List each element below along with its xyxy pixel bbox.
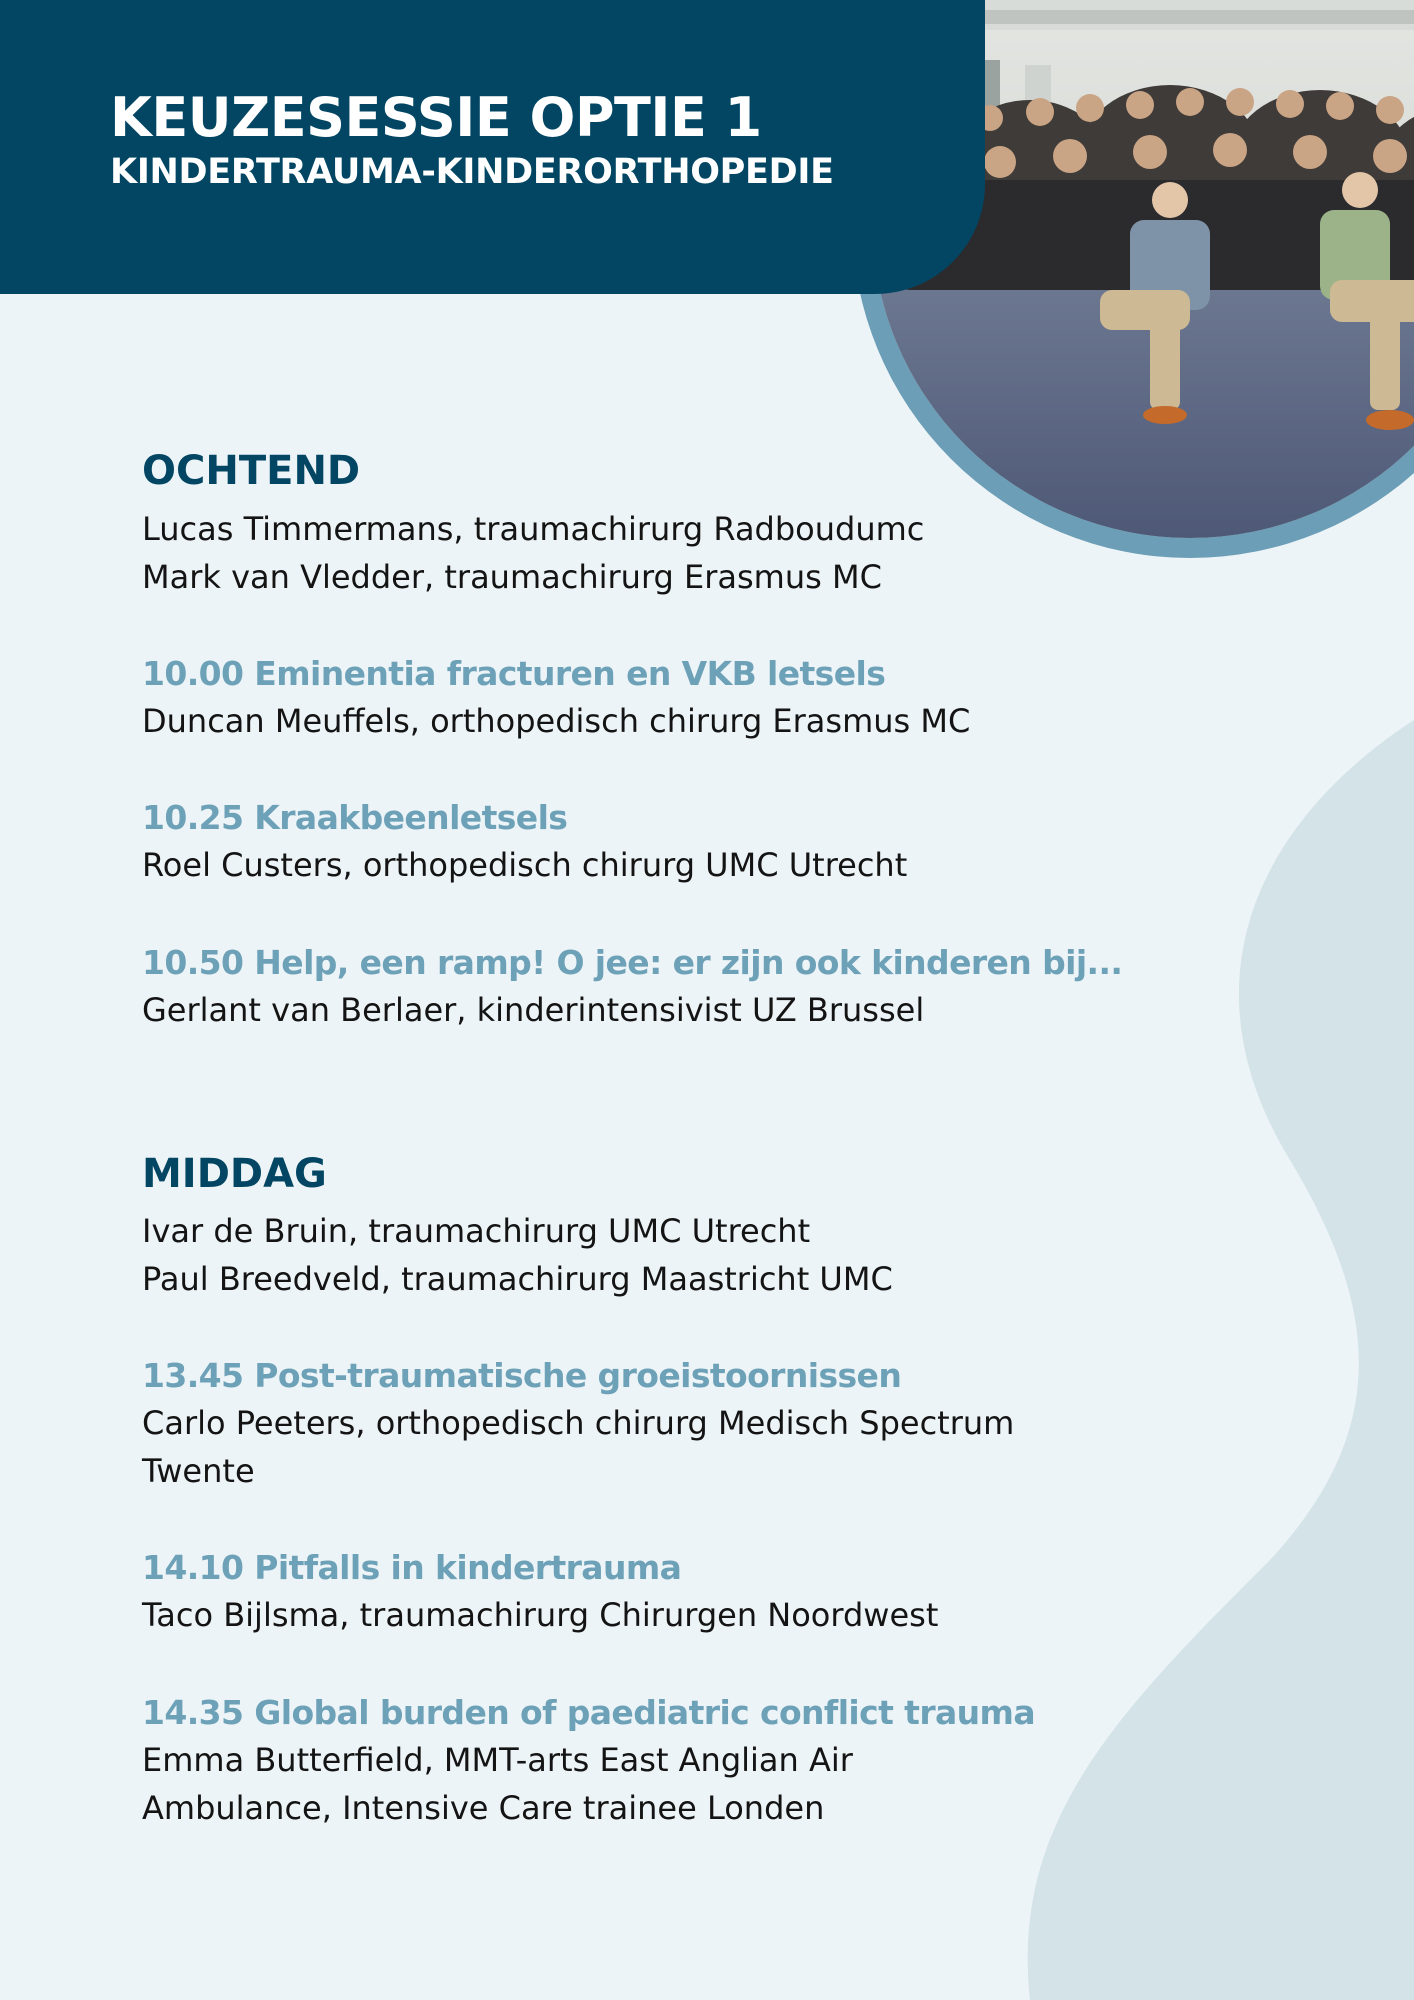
header-banner (0, 0, 985, 294)
speaker-line: Twente (142, 1452, 255, 1490)
talk-title: 10.00 Eminentia fracturen en VKB letsels (142, 654, 886, 693)
moderator-line: Mark van Vledder, traumachirurg Erasmus MC (142, 558, 882, 596)
talk-title: 13.45 Post-traumatische groeistoornissen (142, 1356, 902, 1395)
speaker-line: Ambulance, Intensive Care trainee Londen (142, 1789, 825, 1827)
moderator-line: Ivar de Bruin, traumachirurg UMC Utrecht (142, 1212, 811, 1250)
speaker-line: Roel Custers, orthopedisch chirurg UMC Utrecht (142, 846, 908, 884)
talk-title: 10.50 Help, een ramp! O jee: er zijn ook kinderen bij... (142, 943, 1123, 982)
talk-title: 14.35 Global burden of paediatric conflict trauma (142, 1693, 1036, 1732)
talk-title: 10.25 Kraakbeenletsels (142, 798, 568, 837)
talk-title: 14.10 Pitfalls in kindertrauma (142, 1548, 682, 1587)
page-title: KEUZESESSIE OPTIE 1 (110, 86, 762, 149)
speaker-line: Gerlant van Berlaer, kinderintensivist UZ Brussel (142, 991, 925, 1029)
wave-path (1028, 720, 1414, 2000)
page-subtitle: KINDERTRAUMA-KINDERORTHOPEDIE (110, 152, 834, 192)
section-heading-morning: OCHTEND (142, 448, 361, 494)
speaker-line: Emma Butterfield, MMT-arts East Anglian Air (142, 1741, 853, 1779)
section-heading-afternoon: MIDDAG (142, 1151, 327, 1197)
speaker-line: Carlo Peeters, orthopedisch chirurg Medisch Spectrum (142, 1404, 1015, 1442)
speaker-line: Duncan Meuffels, orthopedisch chirurg Erasmus MC (142, 702, 971, 740)
speaker-line: Taco Bijlsma, traumachirurg Chirurgen Noordwest (142, 1596, 939, 1634)
moderator-line: Lucas Timmermans, traumachirurg Radboudumc (142, 510, 925, 548)
moderator-line: Paul Breedveld, traumachirurg Maastricht UMC (142, 1260, 893, 1298)
